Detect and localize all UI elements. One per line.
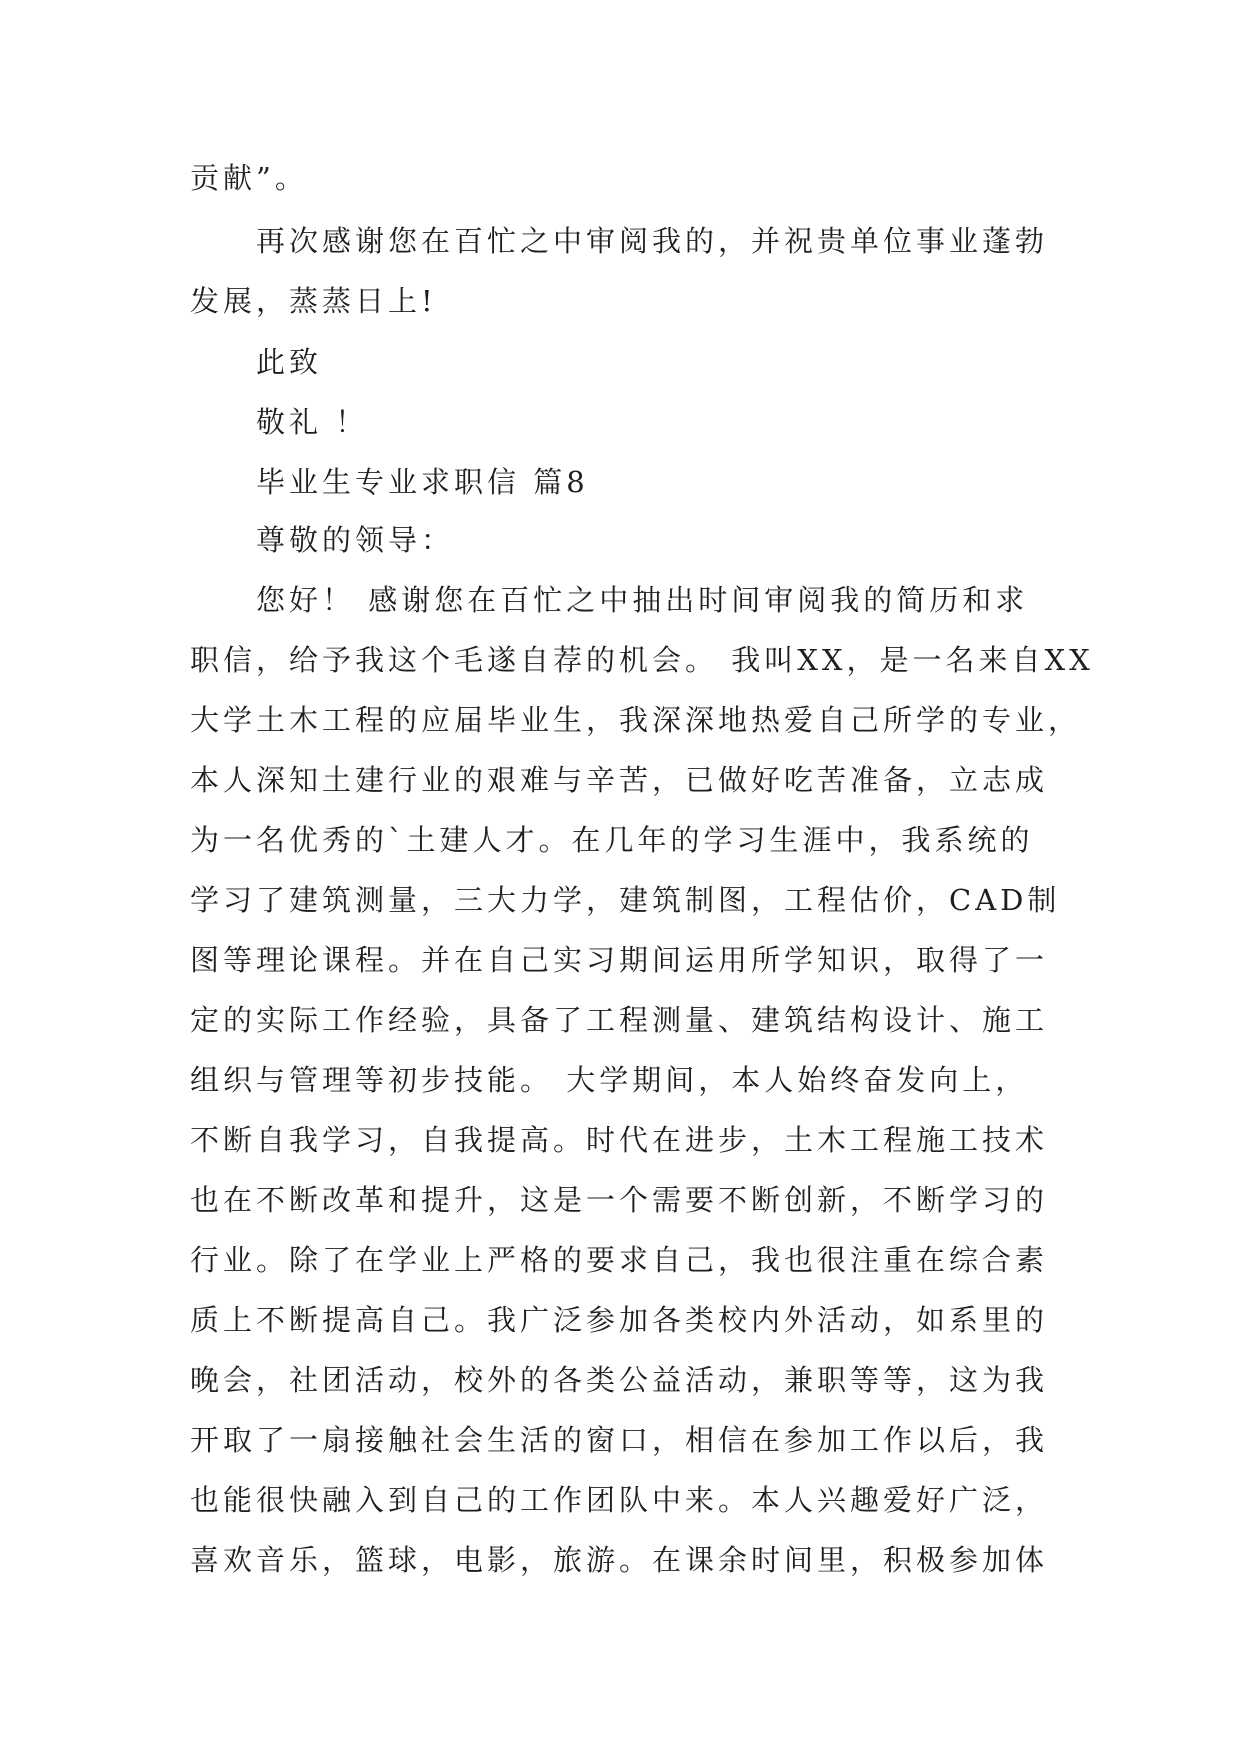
text-line: 大学土木工程的应届毕业生，我深深地热爱自己所学的专业， [190, 703, 1082, 737]
text-line: 也能很快融入到自己的工作团队中来。本人兴趣爱好广泛， [190, 1483, 1049, 1517]
text-line: 您好！ 感谢您在百忙之中抽出时间审阅我的简历和求 [256, 583, 1029, 617]
text-line: 开取了一扇接触社会生活的窗口，相信在参加工作以后，我 [190, 1423, 1049, 1457]
text-line: 敬礼 ！ [256, 405, 369, 439]
text-line: 质上不断提高自己。我广泛参加各类校内外活动，如系里的 [190, 1303, 1049, 1337]
text-line: 晚会，社团活动，校外的各类公益活动，兼职等等，这为我 [190, 1363, 1049, 1397]
text-line: 图等理论课程。并在自己实习期间运用所学知识，取得了一 [190, 943, 1049, 977]
text-line: 不断自我学习，自我提高。时代在进步，土木工程施工技术 [190, 1123, 1049, 1157]
text-line: 此致 [256, 345, 323, 379]
text-line: 为一名优秀的`土建人才。在几年的学习生涯中，我系统的 [190, 823, 1034, 857]
text-line: 组织与管理等初步技能。 大学期间，本人始终奋发向上， [190, 1063, 1029, 1097]
text-line: 喜欢音乐，篮球，电影，旅游。在课余时间里，积极参加体 [190, 1543, 1049, 1577]
text-line: 本人深知土建行业的艰难与辛苦，已做好吃苦准备，立志成 [190, 763, 1049, 797]
text-line: 也在不断改革和提升，这是一个需要不断创新，不断学习的 [190, 1183, 1049, 1217]
text-line: 再次感谢您在百忙之中审阅我的，并祝贵单位事业蓬勃 [256, 224, 1049, 258]
salutation: 尊敬的领导： [256, 523, 455, 557]
text-line: 职信，给予我这个毛遂自荐的机会。 我叫XX，是一名来自XX [190, 643, 1094, 677]
text-line: 发展，蒸蒸日上! [190, 284, 437, 318]
text-line: 定的实际工作经验，具备了工程测量、建筑结构设计、施工 [190, 1003, 1049, 1037]
text-line: 贡献”。 [190, 161, 308, 195]
text-line: 行业。除了在学业上严格的要求自己，我也很注重在综合素 [190, 1243, 1049, 1277]
text-line: 学习了建筑测量，三大力学，建筑制图，工程估价，CAD制 [190, 883, 1061, 917]
section-heading: 毕业生专业求职信 篇8 [256, 465, 589, 499]
